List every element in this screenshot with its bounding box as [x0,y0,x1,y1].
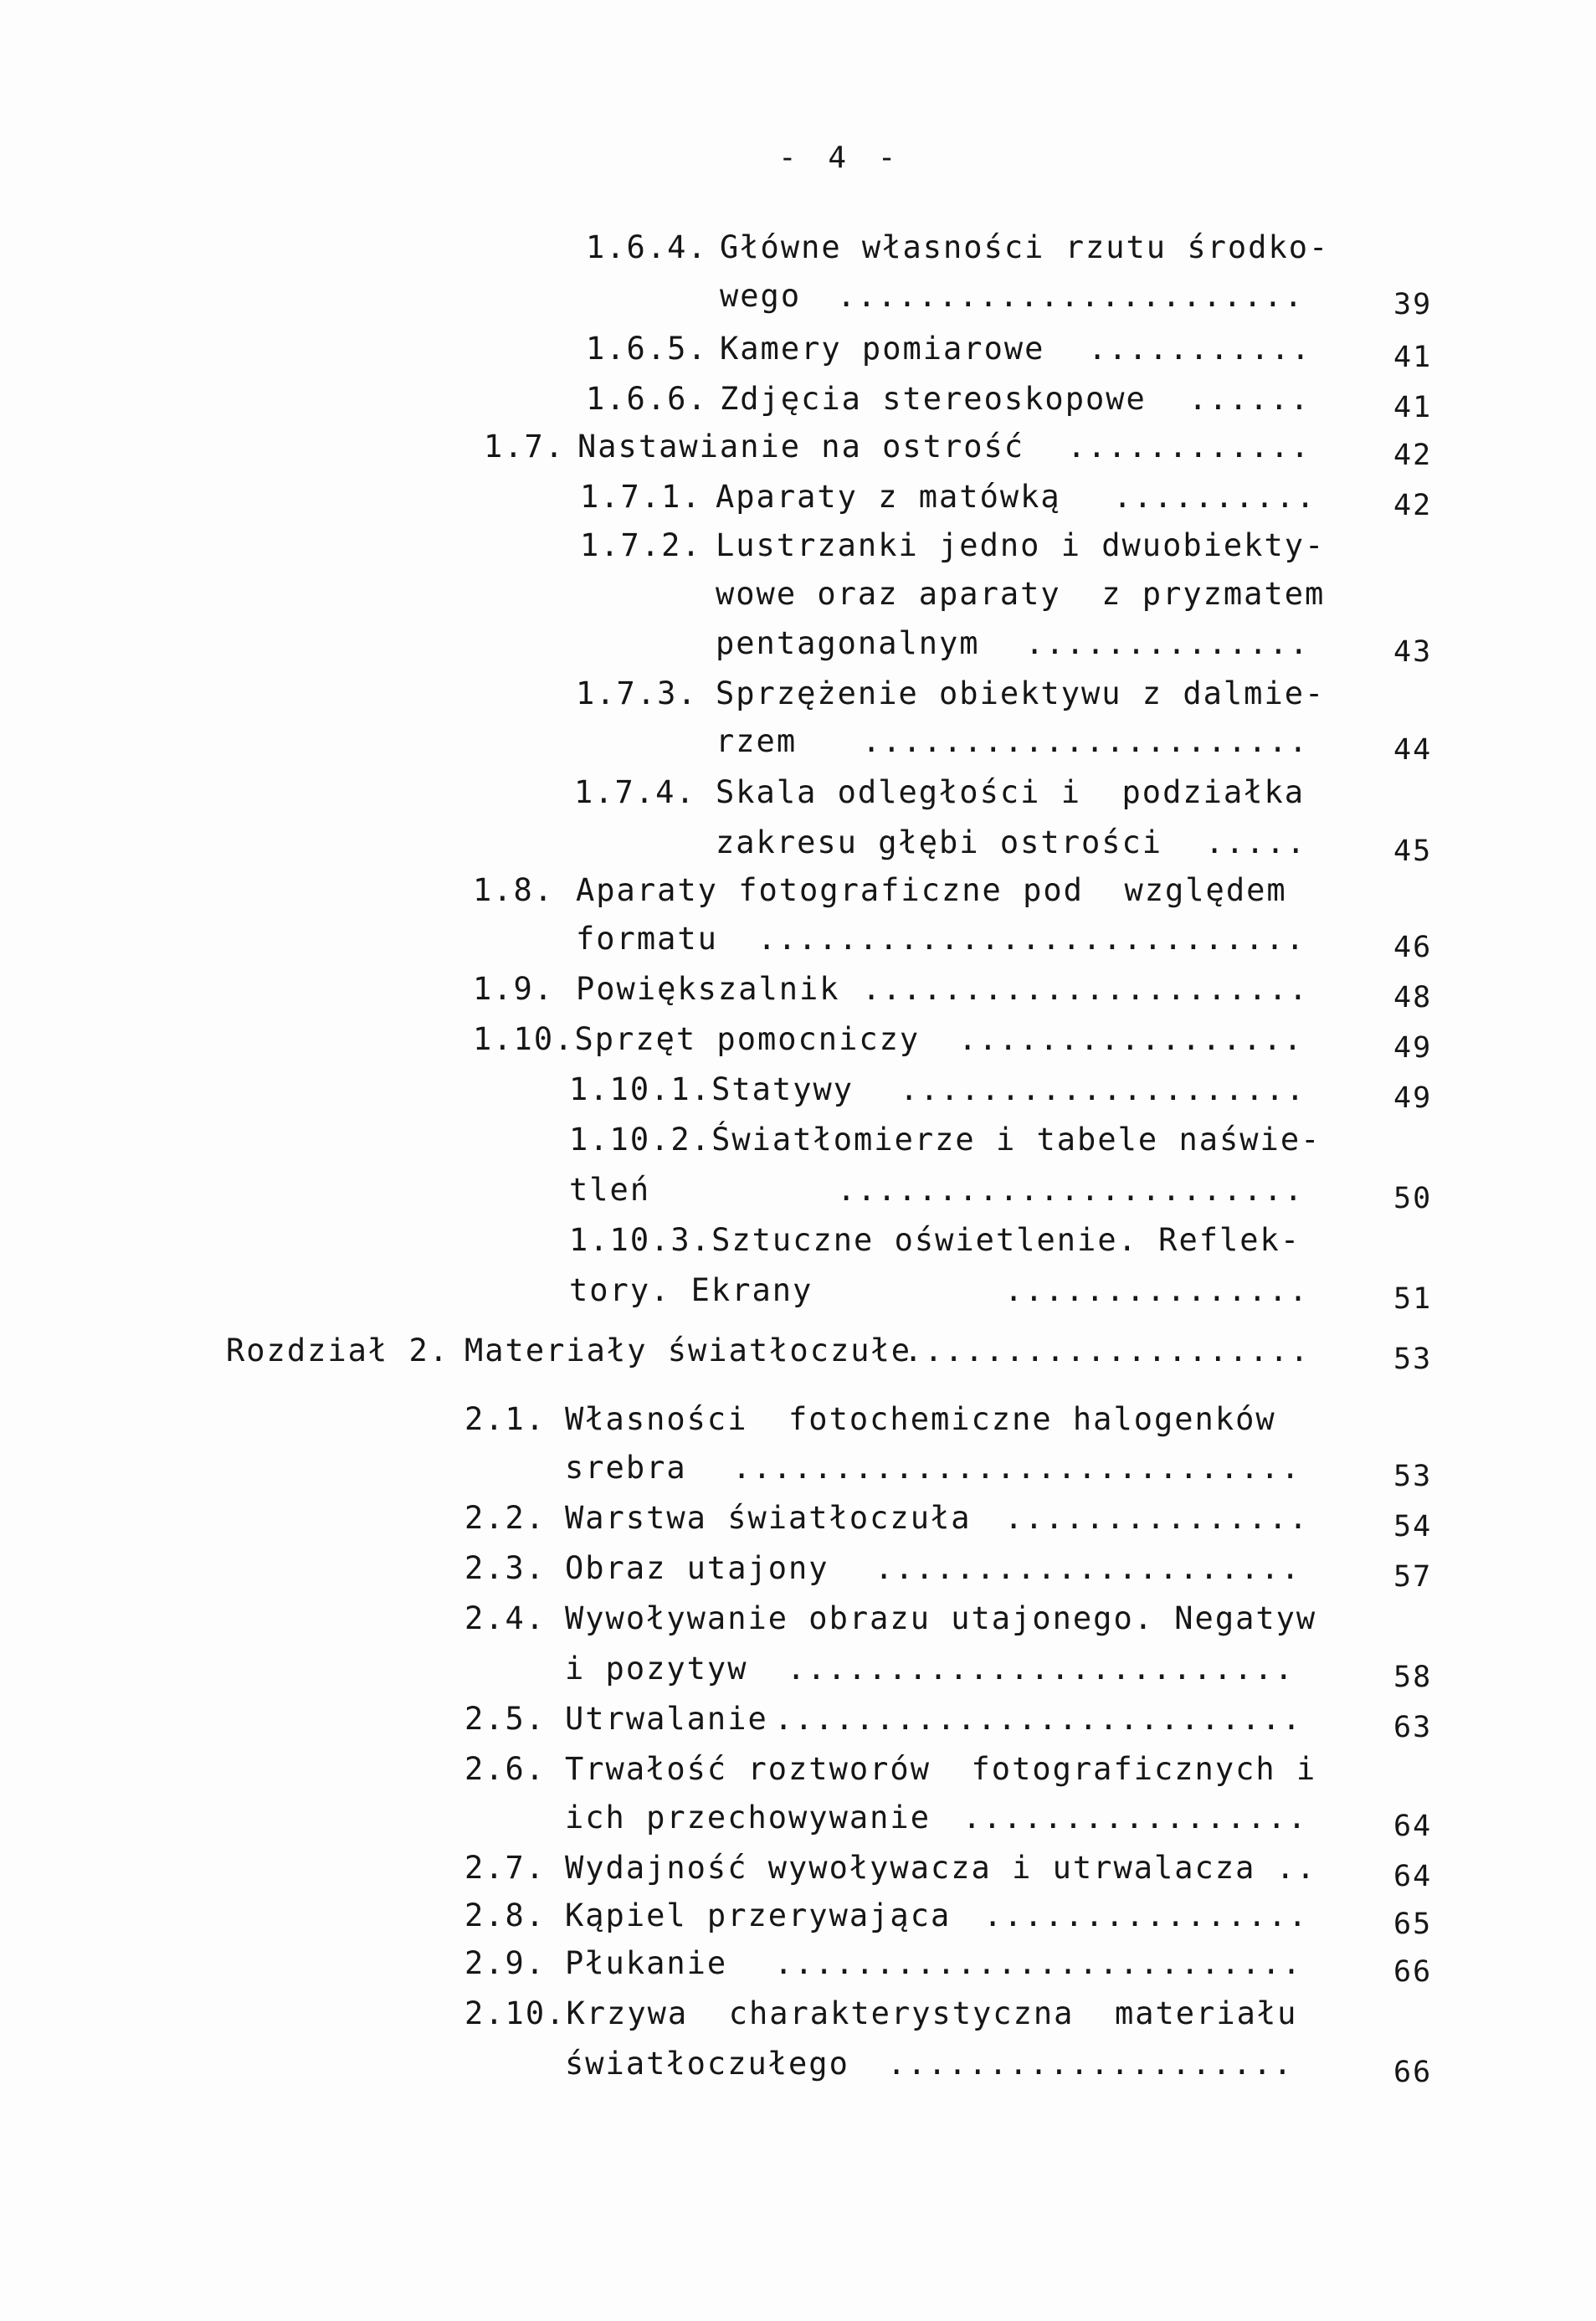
toc-leader-dots: .................... [887,2046,1294,2082]
toc-leader-dots: ................ [983,1897,1309,1933]
toc-entry-title-line: Trwałość roztworów fotograficznych i [565,1751,1317,1787]
toc-entry-title-line: Nastawianie na ostrość [577,429,1025,465]
toc-entry-title-line: Obraz utajony [565,1550,829,1586]
page-number: - 4 - [778,141,903,175]
toc-entry-title-line: wowe oraz aparaty z pryzmatem [716,576,1326,612]
toc-entry-title-line: Aparaty fotograficzne pod względem [576,872,1287,908]
toc-entry-number: 2.10. [464,1995,567,2031]
toc-entry-title-line: tory. Ekrany [569,1272,813,1308]
toc-entry-title-line: Lustrzanki jedno i dwuobiekty- [716,527,1326,563]
toc-leader-dots: .............. [1025,625,1310,661]
toc-entry-page: 66 [1393,1955,1433,1989]
toc-entry-number: 2.8. [464,1897,547,1933]
toc-entry-page: 53 [1393,1343,1433,1376]
toc-entry-title-line: zakresu głębi ostrości [716,824,1163,860]
toc-entry-page: 46 [1393,931,1433,964]
toc-entry-page: 45 [1393,834,1433,868]
toc-entry-number: 1.7.1. [580,479,702,515]
toc-entry-title-line: Główne własności rzutu środko- [720,229,1330,265]
toc-entry-number: 1.6.6. [586,381,708,417]
toc-entry-page: 44 [1393,733,1433,767]
toc-leader-dots: .......... [1113,479,1316,515]
toc-entry-title-line: Wydajność wywoływacza i utrwalacza .. [565,1850,1317,1886]
toc-entry-page: 58 [1393,1661,1433,1694]
toc-entry-page: 49 [1393,1031,1433,1065]
toc-entry-page: 66 [1393,2056,1433,2089]
toc-entry-number: 1.10.3. [569,1222,711,1258]
toc-entry-title-line: srebra [565,1450,687,1486]
toc-leader-dots: ..................... [875,1550,1301,1586]
toc-entry-title-line: ich przechowywanie [565,1800,931,1836]
toc-entry-page: 51 [1393,1282,1433,1316]
toc-entry-number: 1.10.2. [569,1122,711,1158]
toc-entry-number: 2.3. [464,1550,547,1586]
toc-entry-title-line: wego [720,278,802,314]
toc-leader-dots: ......................... [787,1651,1295,1687]
toc-entry-title-line: światłoczułego [565,2046,849,2082]
toc-leader-dots: ............... [1004,1500,1310,1536]
toc-leader-dots: ........... [1088,331,1312,367]
toc-entry-title-line: Powiększalnik [576,971,840,1007]
toc-entry-number: 1.10.1. [569,1071,711,1107]
toc-entry-title-line: Sprzęt pomocniczy [574,1021,921,1057]
toc-entry-number: 1.7. [484,429,566,465]
toc-entry-number: 1.6.5. [586,331,708,367]
toc-entry-title-line: Warstwa światłoczuła [565,1500,972,1536]
toc-entry-page: 39 [1393,288,1433,321]
toc-entry-page: 65 [1393,1908,1433,1941]
toc-entry-number: 1.10. [473,1021,575,1057]
toc-entry-number: 2.6. [464,1751,547,1787]
toc-leader-dots: .......................... [774,1701,1303,1737]
toc-entry-page: 57 [1393,1560,1433,1594]
toc-entry-page: 43 [1393,635,1433,669]
toc-entry-number: 2.2. [464,1500,547,1536]
toc-entry-number: 1.6.4. [586,229,708,265]
toc-entry-title-line: Aparaty z matówką [716,479,1061,515]
toc-entry-page: 48 [1393,981,1433,1014]
toc-entry-number: 2.7. [464,1850,547,1886]
toc-leader-dots: .......................... [774,1945,1303,1981]
toc-entry-page: 41 [1393,341,1433,374]
toc-entry-title-line: Sprzężenie obiektywu z dalmie- [716,675,1326,711]
toc-leader-dots: ....................... [837,278,1305,314]
toc-entry-page: 53 [1393,1460,1433,1493]
toc-entry-title-line: Utrwalanie [565,1701,768,1737]
toc-entry-title-line: Krzywa charakterystyczna materiału [566,1995,1298,2031]
toc-leader-dots: .................... [904,1333,1311,1368]
toc-entry-page: 42 [1393,489,1433,522]
toc-leader-dots: ............ [1067,429,1311,465]
toc-entry-title-line: Statywy [711,1071,854,1107]
toc-entry-title-line: Kamery pomiarowe [720,331,1045,367]
toc-entry-page: 42 [1393,439,1433,472]
toc-entry-title-line: i pozytyw [565,1651,748,1687]
toc-leader-dots: ............................ [732,1450,1301,1486]
toc-entry-number: Rozdział 2. [226,1333,450,1368]
toc-leader-dots: ...................... [862,723,1310,759]
toc-entry-page: 54 [1393,1510,1433,1543]
toc-leader-dots: ............... [1004,1272,1310,1308]
toc-entry-title-line: Sztuczne oświetlenie. Reflek- [711,1222,1301,1258]
toc-entry-page: 50 [1393,1182,1433,1215]
toc-entry-number: 2.1. [464,1401,547,1437]
toc-entry-title-line: Kąpiel przerywająca [565,1897,952,1933]
toc-leader-dots: ...................... [862,971,1310,1007]
toc-entry-title-line: pentagonalnym [716,625,980,661]
toc-entry-title-line: Zdjęcia stereoskopowe [720,381,1147,417]
toc-entry-page: 64 [1393,1810,1433,1843]
toc-entry-number: 1.7.3. [576,675,698,711]
toc-entry-title-line: Własności fotochemiczne halogenków [565,1401,1276,1437]
toc-entry-page: 41 [1393,391,1433,424]
toc-leader-dots: ................. [962,1800,1308,1836]
toc-entry-number: 1.8. [473,872,555,908]
toc-leader-dots: .................... [900,1071,1306,1107]
toc-entry-number: 2.4. [464,1600,547,1636]
toc-entry-page: 49 [1393,1081,1433,1115]
toc-entry-title-line: Skala odległości i podziałka [716,774,1306,810]
toc-entry-number: 2.9. [464,1945,547,1981]
toc-entry-title-line: Wywoływanie obrazu utajonego. Negatyw [565,1600,1317,1636]
toc-entry-title-line: tleń [569,1172,651,1208]
toc-entry-title-line: formatu [576,921,718,957]
toc-entry-page: 64 [1393,1860,1433,1893]
toc-entry-number: 2.5. [464,1701,547,1737]
toc-entry-title-line: Światłomierze i tabele naświe- [711,1122,1321,1158]
toc-leader-dots: ....................... [837,1172,1305,1208]
toc-leader-dots: ..... [1205,824,1307,860]
toc-entry-number: 1.9. [473,971,555,1007]
toc-leader-dots: ........................... [757,921,1306,957]
toc-entry-number: 1.7.4. [574,774,696,810]
toc-entry-number: 1.7.2. [580,527,702,563]
toc-entry-title-line: Materiały światłoczułe [464,1333,912,1368]
toc-entry-title-line: rzem [716,723,798,759]
toc-leader-dots: ...... [1188,381,1311,417]
toc-leader-dots: ................. [958,1021,1304,1057]
toc-entry-title-line: Płukanie [565,1945,728,1981]
toc-entry-page: 63 [1393,1711,1433,1744]
